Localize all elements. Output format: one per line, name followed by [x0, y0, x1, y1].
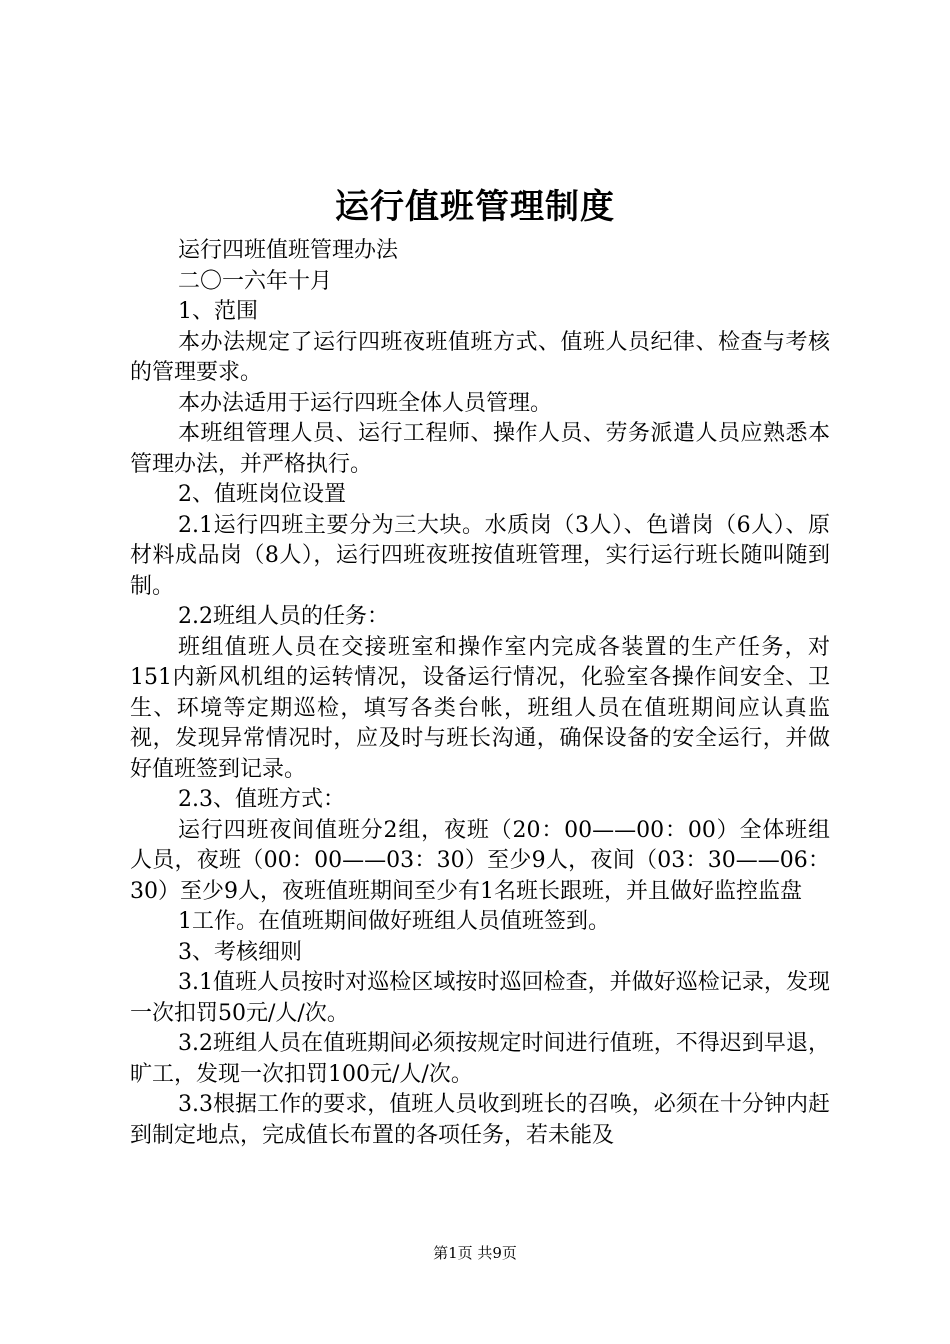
paragraph: 1工作。在值班期间做好班组人员值班签到。	[178, 909, 610, 934]
paragraph: 运行四班夜间值班分2组，夜班（20：00——00：00）全体班组人员，夜班（00：00——03：30）至少9人，夜间（03：30——06：30）至少9人，夜班值班期间至少有1名班长跟班，并且做好监控监盘	[130, 817, 830, 904]
document-title: 运行值班管理制度	[335, 187, 615, 227]
paragraph: 3.2班组人员在值班期间必须按规定时间进行值班，不得迟到早退，旷工，发现一次扣罚100元/人/次。	[130, 1031, 830, 1087]
section-heading: 2、值班岗位设置	[178, 482, 346, 507]
paragraph: 2.1运行四班主要分为三大块。水质岗（3人）、色谱岗（6人）、原材料成品岗（8人），运行四班夜班按值班管理，实行运行班长随叫随到制。	[130, 512, 830, 599]
paragraph: 2.3、值班方式：	[178, 787, 345, 812]
paragraph: 本办法适用于运行四班全体人员管理。	[178, 390, 553, 416]
paragraph: 本办法规定了运行四班夜班值班方式、值班人员纪律、检查与考核的管理要求。	[130, 329, 830, 385]
paragraph: 运行四班值班管理办法	[178, 238, 399, 263]
paragraph: 3.1值班人员按时对巡检区域按时巡回检查，并做好巡检记录，发现一次扣罚50元/人/次。	[130, 970, 830, 1026]
page-footer: 第1页 共9页	[433, 1244, 517, 1262]
paragraph: 2.2班组人员的任务：	[178, 604, 389, 629]
document-body	[130, 236, 830, 1151]
paragraph: 3.3根据工作的要求，值班人员收到班长的召唤，必须在十分钟内赶到制定地点，完成值长布置的各项任务，若未能及	[130, 1092, 830, 1148]
paragraph: 本班组管理人员、运行工程师、操作人员、劳务派遣人员应熟悉本管理办法，并严格执行。	[130, 421, 830, 477]
paragraph: 二〇一六年十月	[178, 268, 333, 294]
paragraph: 班组值班人员在交接班室和操作室内完成各装置的生产任务，对151内新风机组的运转情况，设备运行情况，化验室各操作间安全、卫生、环境等定期巡检，填写各类台帐，班组人员在值班期间应认真监视，发现异常情况时，应及时与班长沟通，确保设备的安全运行，并做好值班签到记录。	[130, 634, 830, 782]
section-heading: 1、范围	[178, 299, 258, 324]
section-heading: 3、考核细则	[178, 939, 302, 965]
